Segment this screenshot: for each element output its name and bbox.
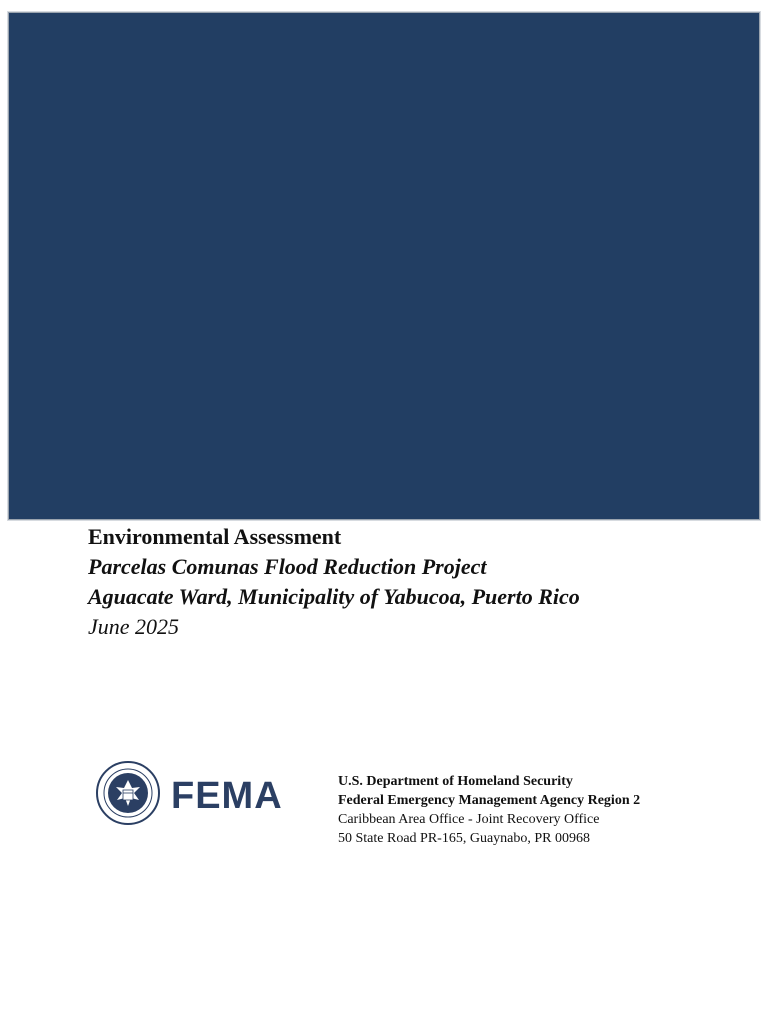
dhs-seal-icon [95, 760, 161, 826]
department-name: U.S. Department of Homeland Security [338, 774, 573, 789]
office-name: Caribbean Area Office - Joint Recovery Office [338, 812, 600, 827]
document-type: Environmental Assessment [88, 524, 342, 549]
publication-date: June 2025 [88, 614, 180, 639]
fema-wordmark: FEMA [171, 775, 283, 817]
fema-logo [95, 760, 295, 830]
title-block [88, 522, 758, 642]
project-name: Parcelas Comunas Flood Reduction Project [88, 554, 487, 579]
cover-banner [8, 12, 760, 520]
agency-info [338, 772, 758, 848]
project-location: Aguacate Ward, Municipality of Yabucoa, Puerto Rico [88, 584, 580, 609]
agency-region: Federal Emergency Management Agency Region 2 [338, 793, 641, 808]
office-address: 50 State Road PR-165, Guaynabo, PR 00968 [338, 831, 590, 846]
